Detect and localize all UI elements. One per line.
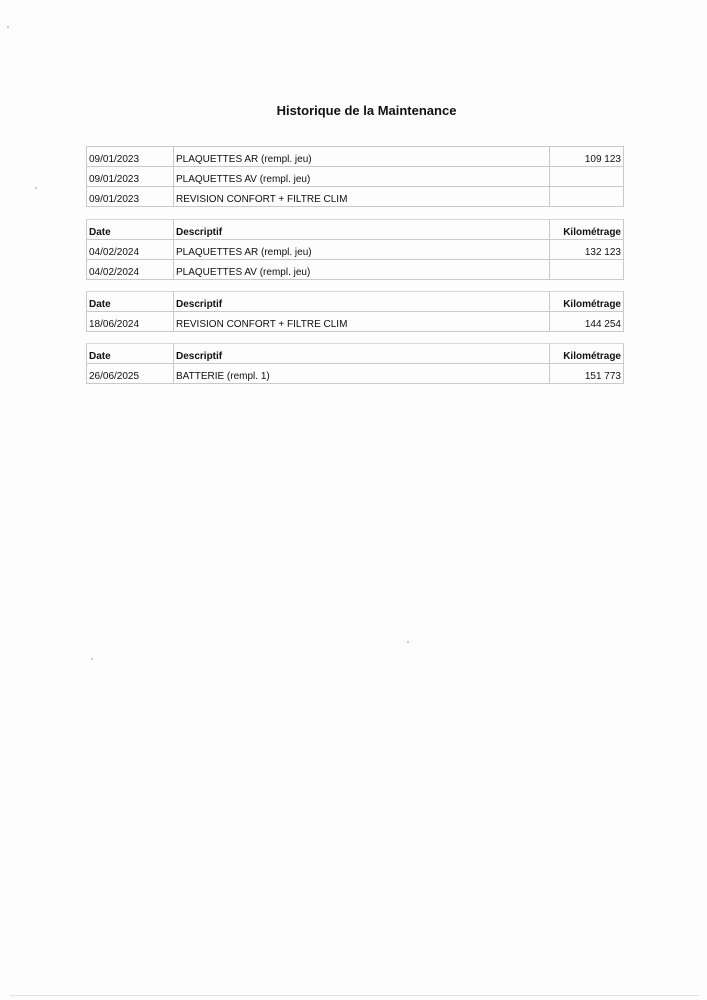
date-cell: 18/06/2024 [87, 312, 174, 332]
table-header-row [87, 344, 624, 364]
mileage-cell: 144 254 [550, 312, 624, 332]
description-cell: REVISION CONFORT + FILTRE CLIM [174, 187, 550, 207]
date-cell: 09/01/2023 [87, 187, 174, 207]
date-cell: 09/01/2023 [87, 147, 174, 167]
date-header: Date [87, 220, 174, 240]
date-cell: 26/06/2025 [87, 364, 174, 384]
description-cell: BATTERIE (rempl. 1) [174, 364, 550, 384]
table-header-row [87, 220, 624, 240]
description-header: Descriptif [174, 292, 550, 312]
table-row [87, 187, 624, 207]
mileage-cell: 109 123 [550, 147, 624, 167]
mileage-header: Kilométrage [550, 220, 624, 240]
mileage-header: Kilométrage [550, 344, 624, 364]
table-header-row [87, 292, 624, 312]
table-row [87, 167, 624, 187]
date-header: Date [87, 344, 174, 364]
date-cell: 04/02/2024 [87, 240, 174, 260]
maintenance-table [86, 219, 624, 280]
scan-speck [91, 658, 93, 660]
description-cell: PLAQUETTES AV (rempl. jeu) [174, 167, 550, 187]
mileage-cell [550, 187, 624, 207]
scan-edge-line [10, 995, 699, 996]
page-title: Historique de la Maintenance [276, 103, 457, 118]
table-row [87, 312, 624, 332]
description-cell: PLAQUETTES AR (rempl. jeu) [174, 240, 550, 260]
date-header: Date [87, 292, 174, 312]
table-row [87, 240, 624, 260]
description-header: Descriptif [174, 220, 550, 240]
mileage-cell [550, 260, 624, 280]
table-row [87, 364, 624, 384]
mileage-cell [550, 167, 624, 187]
description-cell: REVISION CONFORT + FILTRE CLIM [174, 312, 550, 332]
maintenance-table [86, 291, 624, 332]
maintenance-table [86, 146, 624, 207]
description-cell: PLAQUETTES AR (rempl. jeu) [174, 147, 550, 167]
mileage-header: Kilométrage [550, 292, 624, 312]
description-cell: PLAQUETTES AV (rempl. jeu) [174, 260, 550, 280]
date-cell: 04/02/2024 [87, 260, 174, 280]
maintenance-table [86, 343, 624, 384]
table-row [87, 147, 624, 167]
date-cell: 09/01/2023 [87, 167, 174, 187]
mileage-cell: 132 123 [550, 240, 624, 260]
scan-speck [7, 26, 9, 28]
table-row [87, 260, 624, 280]
description-header: Descriptif [174, 344, 550, 364]
scan-speck [35, 187, 37, 189]
scan-speck [407, 641, 409, 643]
mileage-cell: 151 773 [550, 364, 624, 384]
